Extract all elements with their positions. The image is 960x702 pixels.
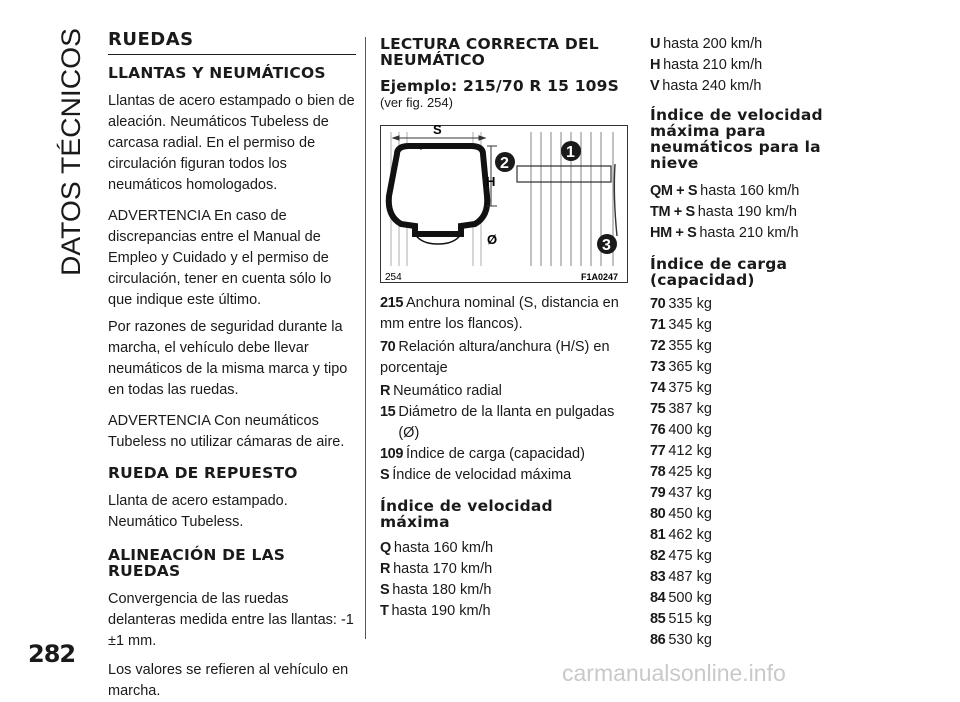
list-item: 83 487 kg <box>650 569 712 585</box>
list-item: T hasta 190 km/h <box>380 603 491 619</box>
paragraph-seguridad: Por razones de seguridad durante la marcha, el vehículo debe llevar neumáticos de la misma marca y tipo en todas las ruedas. <box>108 319 348 398</box>
list-item: Q hasta 160 km/h <box>380 540 494 556</box>
tire-cross-section <box>389 132 488 266</box>
section-title-text: DATOS TÉCNICOS <box>56 38 86 276</box>
heading-nieve: Índice de velocidad máxima para neumáticos para la nieve <box>650 106 823 172</box>
label-h: H <box>486 174 496 189</box>
heading-llantas: LLANTAS Y NEUMÁTICOS <box>108 64 326 82</box>
list-item: 70 Relación altura/anchura (H/S) en porcentaje <box>380 339 610 376</box>
paragraph-advertencia-2: ADVERTENCIA Con neumáticos Tubeless no utilizar cámaras de aire. <box>108 413 345 450</box>
column-2 <box>380 36 628 622</box>
heading-ruedas: RUEDAS <box>108 29 194 50</box>
list-item: 70 335 kg <box>650 296 712 312</box>
legend-list <box>380 293 628 486</box>
speed-list-continued <box>650 34 872 97</box>
list-item: U hasta 200 km/h <box>650 36 763 52</box>
page-number: 282 <box>28 640 76 668</box>
heading-repuesto: RUEDA DE REPUESTO <box>108 464 298 482</box>
snow-speed-list <box>650 181 872 244</box>
list-item: 215 Anchura nominal (S, distancia en mm entre los flancos). <box>380 295 619 332</box>
paragraph-convergencia: Convergencia de las ruedas delanteras medida entre las llantas: -1 ±1 mm. <box>108 591 354 649</box>
list-item: 86 530 kg <box>650 632 712 648</box>
list-item: 73 365 kg <box>650 359 712 375</box>
paragraph-advertencia-1: ADVERTENCIA En caso de discrepancias entre el Manual de Empleo y Cuidado y el permiso de circulación, tener en cuenta sólo lo que indique este último. <box>108 208 332 308</box>
list-item: H hasta 210 km/h <box>650 57 763 73</box>
list-item: 71 345 kg <box>650 317 712 333</box>
list-item: 79 437 kg <box>650 485 712 501</box>
heading-velocidad: Índice de velocidad máxima <box>380 497 553 531</box>
heading-ejemplo <box>380 78 628 111</box>
list-item: R hasta 170 km/h <box>380 561 493 577</box>
list-item: 74 375 kg <box>650 380 712 396</box>
paragraph-llantas: Llantas de acero estampado o bien de aleación. Neumáticos Tubeless de carcasa radial. En el permiso de circulación figuran todos los neumáticos homologados. <box>108 93 355 193</box>
list-item: R Neumático radial <box>380 383 502 399</box>
list-item: 82 475 kg <box>650 548 712 564</box>
paragraph-marcha: Los valores se refieren al vehículo en marcha. <box>108 662 349 699</box>
list-item: HM + S hasta 210 km/h <box>650 225 799 241</box>
column-1 <box>108 30 356 702</box>
list-item: 15 Diámetro de la llanta en pulgadas (Ø) <box>380 404 615 441</box>
figure-number: 254 <box>385 272 402 283</box>
column-divider <box>365 37 366 639</box>
figure-code: F1A0247 <box>581 272 619 282</box>
speed-list <box>380 538 628 622</box>
column-3 <box>650 34 872 651</box>
list-item: 78 425 kg <box>650 464 712 480</box>
list-item: 109 Índice de carga (capacidad) <box>380 446 585 462</box>
list-item: 77 412 kg <box>650 443 712 459</box>
heading-alineacion: ALINEACIÓN DE LAS RUEDAS <box>108 546 286 580</box>
tire-figure <box>380 122 628 283</box>
heading-lectura: LECTURA CORRECTA DEL NEUMÁTICO <box>380 35 599 69</box>
callout-2 <box>495 152 515 172</box>
callout-1 <box>561 141 581 161</box>
list-item: 80 450 kg <box>650 506 712 522</box>
heading-carga: Índice de carga (capacidad) <box>650 255 788 289</box>
list-item: 76 400 kg <box>650 422 712 438</box>
list-item: 75 387 kg <box>650 401 712 417</box>
heading-ejemplo-text: Ejemplo: 215/70 R 15 109S <box>380 77 620 95</box>
list-item: QM + S hasta 160 km/h <box>650 183 800 199</box>
callout-3 <box>597 234 617 254</box>
figure-reference: (ver fig. 254) <box>380 95 453 110</box>
list-item: 72 355 kg <box>650 338 712 354</box>
section-title <box>52 26 94 276</box>
list-item: V hasta 240 km/h <box>650 78 762 94</box>
svg-text:2: 2 <box>500 155 509 172</box>
paragraph-repuesto: Llanta de acero estampado. Neumático Tubeless. <box>108 493 288 530</box>
list-item: 85 515 kg <box>650 611 712 627</box>
list-item: TM + S hasta 190 km/h <box>650 204 797 220</box>
list-item: 81 462 kg <box>650 527 712 543</box>
svg-text:1: 1 <box>566 144 575 161</box>
list-item: S Índice de velocidad máxima <box>380 467 572 483</box>
watermark: carmanualsonline.info <box>562 660 786 686</box>
list-item: 84 500 kg <box>650 590 712 606</box>
load-index-list <box>650 294 872 651</box>
label-diameter: Ø <box>487 232 498 247</box>
list-item: S hasta 180 km/h <box>380 582 492 598</box>
label-s: S <box>433 122 442 137</box>
heading-rule <box>108 54 356 55</box>
svg-text:3: 3 <box>602 237 611 254</box>
